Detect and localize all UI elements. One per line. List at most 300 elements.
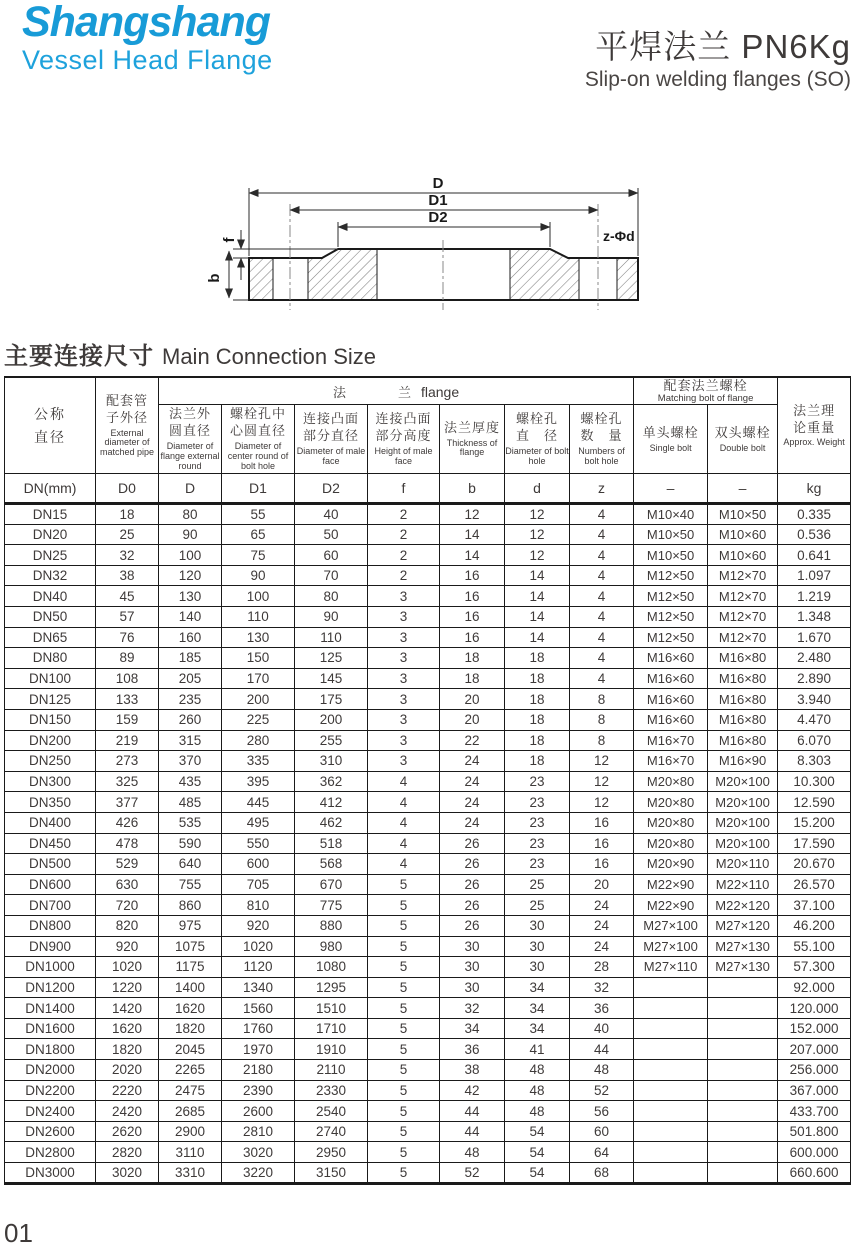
table-cell: 975 [159,915,222,936]
table-cell: 26 [440,833,505,854]
table-cell: M12×70 [708,607,778,628]
table-cell: 8 [570,730,634,751]
table-cell: 1420 [96,998,159,1019]
table-cell: 16 [570,833,634,854]
table-cell: 5 [368,1039,440,1060]
table-cell: 1020 [96,957,159,978]
table-cell: 1.219 [778,586,851,607]
table-cell: 4 [570,565,634,586]
table-cell: 89 [96,648,159,669]
table-cell: M12×70 [708,586,778,607]
table-cell: 2620 [96,1121,159,1142]
table-cell: 152.000 [778,1018,851,1039]
page-title-zh: 平焊法兰 PN6Kg [595,28,851,65]
table-cell: 3 [368,586,440,607]
table-cell: 3020 [96,1163,159,1184]
table-cell: M10×50 [634,524,708,545]
table-cell [634,977,708,998]
table-cell: 34 [505,977,570,998]
table-cell: 170 [222,668,295,689]
table-cell: 20 [440,689,505,710]
table-cell: DN3000 [5,1163,96,1184]
table-cell: 3110 [159,1142,222,1163]
table-cell: 2 [368,524,440,545]
table-cell: 529 [96,854,159,875]
table-cell: 5 [368,1121,440,1142]
table-row [5,792,851,813]
table-cell: M16×60 [634,648,708,669]
table-cell: 12 [570,751,634,772]
table-cell: 4 [570,648,634,669]
table-cell: 16 [440,565,505,586]
table-cell: 24 [570,915,634,936]
table-cell [634,1060,708,1081]
table-cell: 23 [505,812,570,833]
table-cell [708,1060,778,1081]
table-cell: M10×50 [634,545,708,566]
table-cell: 23 [505,854,570,875]
table-cell: 30 [505,957,570,978]
col-header-text: 法兰外 [168,406,211,422]
table-cell: 30 [440,977,505,998]
table-cell: 110 [222,607,295,628]
table-cell: 0.536 [778,524,851,545]
table-cell: 120 [159,565,222,586]
table-cell: M10×40 [634,504,708,525]
table-cell: DN80 [5,648,96,669]
group-header-bolt-en: Matching bolt of flange [657,392,754,404]
table-cell: 4 [570,545,634,566]
col-header-pipe-od [96,377,159,474]
logo-tagline-text: Vessel Head Flange [22,45,273,76]
table-cell: M16×80 [708,648,778,669]
table-cell: 18 [96,504,159,525]
table-cell: 45 [96,586,159,607]
col-header-text-en: Single bolt [649,442,692,453]
table-cell: 4 [368,833,440,854]
table-cell: 56 [570,1101,634,1122]
table-cell: 80 [159,504,222,525]
table-cell: 880 [295,915,368,936]
table-cell: 568 [295,854,368,875]
table-cell: 30 [505,915,570,936]
table-group-header-row [5,377,851,405]
dim-label-bolt-holes: z-Φd [603,228,635,244]
table-cell [634,1018,708,1039]
symbol-cell: b [440,474,505,504]
table-cell [634,1142,708,1163]
page-number: 01 [4,1218,33,1248]
table-cell: DN40 [5,586,96,607]
table-cell: 44 [570,1039,634,1060]
table-cell: 495 [222,812,295,833]
table-cell: 1970 [222,1039,295,1060]
table-cell: 219 [96,730,159,751]
table-cell: M12×70 [708,627,778,648]
table-cell: 48 [570,1060,634,1081]
table-cell: M20×100 [708,833,778,854]
table-cell: 478 [96,833,159,854]
table-cell: 42 [440,1080,505,1101]
col-header-text: 心圆直径 [229,423,286,439]
table-cell: 5 [368,998,440,1019]
table-cell: 100 [222,586,295,607]
table-cell: 3.940 [778,689,851,710]
table-cell: 48 [505,1060,570,1081]
table-cell: 5 [368,874,440,895]
table-cell: M27×110 [634,957,708,978]
table-cell: 18 [440,668,505,689]
symbol-cell: D0 [96,474,159,504]
table-cell: M27×100 [634,936,708,957]
table-cell: 1295 [295,977,368,998]
table-cell: 485 [159,792,222,813]
table-cell: 4 [368,854,440,875]
table-cell: 200 [295,709,368,730]
table-cell: M16×60 [634,709,708,730]
table-cell: 120.000 [778,998,851,1019]
table-cell: M16×90 [708,751,778,772]
symbol-cell: d [505,474,570,504]
table-cell: 24 [440,812,505,833]
table-cell: 48 [505,1080,570,1101]
table-cell: DN350 [5,792,96,813]
table-cell: DN2800 [5,1142,96,1163]
table-cell: 3220 [222,1163,295,1184]
table-cell: 377 [96,792,159,813]
table-cell: 1620 [159,998,222,1019]
col-header-text: 螺栓孔 [580,411,623,427]
table-cell: 26 [440,854,505,875]
table-cell: 660.600 [778,1163,851,1184]
table-cell: DN600 [5,874,96,895]
table-cell [708,998,778,1019]
table-cell: DN1800 [5,1039,96,1060]
dim-label-D: D [432,175,444,192]
table-cell: 256.000 [778,1060,851,1081]
table-cell: 5 [368,915,440,936]
table-cell: 14 [505,607,570,628]
section-title-en: Main Connection Size [162,344,377,369]
table-cell: DN450 [5,833,96,854]
table-row [5,1018,851,1039]
table-cell: 3 [368,689,440,710]
group-header-bolt-zh: 配套法兰螺栓 [663,378,748,393]
group-header-flange-zh: 法 兰 [332,384,411,400]
table-cell [634,998,708,1019]
table-cell: 2 [368,504,440,525]
table-cell: DN2400 [5,1101,96,1122]
col-header-text: 连接凸面 [375,411,432,427]
table-cell: 600 [222,854,295,875]
table-cell [634,1101,708,1122]
col-header-dn [5,377,96,474]
col-header-text: 直 径 [515,428,558,444]
table-cell: 4 [570,524,634,545]
table-cell: 2420 [96,1101,159,1122]
table-cell: 2475 [159,1080,222,1101]
table-cell: 18 [440,648,505,669]
table-cell [634,1080,708,1101]
table-cell: 2740 [295,1121,368,1142]
table-cell: 600.000 [778,1142,851,1163]
table-cell: DN900 [5,936,96,957]
table-cell: 23 [505,771,570,792]
table-cell: M16×60 [634,668,708,689]
table-cell: 30 [440,936,505,957]
table-cell: 445 [222,792,295,813]
table-cell: 8 [570,689,634,710]
table-cell: 14 [440,524,505,545]
table-cell: 4 [570,586,634,607]
table-cell: 54 [505,1163,570,1184]
table-cell: DN250 [5,751,96,772]
table-cell: M16×80 [708,709,778,730]
table-cell: 518 [295,833,368,854]
section-title-zh: 主要连接尺寸 [4,343,154,370]
table-cell: M27×130 [708,936,778,957]
table-cell: 75 [222,545,295,566]
table-cell: M22×90 [634,895,708,916]
table-cell: 17.590 [778,833,851,854]
table-cell: M16×70 [634,730,708,751]
table-cell: 28 [570,957,634,978]
table-cell: 18 [505,709,570,730]
table-cell: 4 [570,504,634,525]
table-cell: 92.000 [778,977,851,998]
table-cell: DN125 [5,689,96,710]
symbol-cell: f [368,474,440,504]
table-cell: 26 [440,874,505,895]
table-cell: DN15 [5,504,96,525]
table-cell: 5 [368,1163,440,1184]
table-cell: 362 [295,771,368,792]
table-cell: DN400 [5,812,96,833]
table-cell: 24 [440,771,505,792]
dim-label-b: b [206,273,223,283]
table-cell: 2045 [159,1039,222,1060]
table-cell: 3 [368,607,440,628]
table-cell: 3 [368,751,440,772]
table-cell: 5 [368,1101,440,1122]
table-row [5,1080,851,1101]
dim-label-f: f [221,237,238,243]
table-cell: 2600 [222,1101,295,1122]
table-cell: 0.335 [778,504,851,525]
table-cell: 670 [295,874,368,895]
table-cell [708,1039,778,1060]
table-cell: 260 [159,709,222,730]
table-row [5,957,851,978]
table-cell: 110 [295,627,368,648]
table-row [5,998,851,1019]
table-cell: 433.700 [778,1101,851,1122]
table-cell: M12×50 [634,586,708,607]
table-row [5,751,851,772]
table-row [5,1060,851,1081]
table-cell: 395 [222,771,295,792]
table-cell: 145 [295,668,368,689]
table-cell: 820 [96,915,159,936]
table-row [5,915,851,936]
table-cell: 185 [159,648,222,669]
table-row [5,1101,851,1122]
table-cell: 5 [368,895,440,916]
table-cell: M22×90 [634,874,708,895]
table-cell: M22×120 [708,895,778,916]
table-cell: 325 [96,771,159,792]
table-cell: 55 [222,504,295,525]
table-cell: 55.100 [778,936,851,957]
table-cell: M27×130 [708,957,778,978]
table-cell: 36 [440,1039,505,1060]
table-cell: 462 [295,812,368,833]
table-cell: 2265 [159,1060,222,1081]
table-cell: 426 [96,812,159,833]
symbol-cell: D2 [295,474,368,504]
table-cell: M16×80 [708,668,778,689]
table-cell: DN2200 [5,1080,96,1101]
table-cell: DN200 [5,730,96,751]
table-cell: 65 [222,524,295,545]
table-cell [708,1018,778,1039]
table-cell [708,977,778,998]
table-cell: M16×80 [708,689,778,710]
table-cell: 16 [440,586,505,607]
table-cell: 12.590 [778,792,851,813]
table-cell: M27×100 [634,915,708,936]
table-row [5,833,851,854]
table-cell: 2540 [295,1101,368,1122]
table-cell: 630 [96,874,159,895]
table-cell: 920 [96,936,159,957]
table-cell: 60 [295,545,368,566]
page-title [585,27,851,93]
table-cell: 5 [368,1080,440,1101]
table-cell: 26 [440,895,505,916]
table-cell: 133 [96,689,159,710]
table-cell: M20×110 [708,854,778,875]
table-cell: 40 [295,504,368,525]
table-cell: 24 [570,895,634,916]
table-row [5,607,851,628]
table-cell: M16×70 [634,751,708,772]
col-header-text: 直径 [34,428,66,445]
table-cell: M10×50 [708,504,778,525]
table-cell: DN2000 [5,1060,96,1081]
table-cell: M16×80 [708,730,778,751]
table-cell: 10.300 [778,771,851,792]
table-row [5,709,851,730]
col-header-male-face-height [368,405,440,474]
col-header-text: 部分高度 [375,428,432,444]
table-row [5,1121,851,1142]
col-header-text: 法兰理 [793,402,836,418]
table-cell: 5 [368,1060,440,1081]
table-cell: M10×60 [708,524,778,545]
table-cell: M20×90 [634,854,708,875]
table-row [5,895,851,916]
table-cell: 775 [295,895,368,916]
symbol-cell: z [570,474,634,504]
table-cell: 550 [222,833,295,854]
table-cell: 235 [159,689,222,710]
col-header-bolt-circle [222,405,295,474]
table-cell: 18 [505,689,570,710]
table-cell: 1400 [159,977,222,998]
table-cell: 2950 [295,1142,368,1163]
table-cell: DN1200 [5,977,96,998]
table-row [5,771,851,792]
table-cell: 860 [159,895,222,916]
col-header-text: 子外径 [105,409,148,425]
table-cell: 40 [570,1018,634,1039]
table-cell: 57 [96,607,159,628]
table-cell: 32 [570,977,634,998]
table-cell: M10×60 [708,545,778,566]
flange-cross-section-diagram [185,168,685,320]
table-cell: DN1400 [5,998,96,1019]
table-cell: DN500 [5,854,96,875]
col-header-flange-od [159,405,222,474]
page-title-en: Slip-on welding flanges (SO) [584,67,851,91]
table-cell: 22 [440,730,505,751]
table-cell: M27×120 [708,915,778,936]
table-cell: 1820 [159,1018,222,1039]
table-cell: M12×70 [708,565,778,586]
table-cell: 3020 [222,1142,295,1163]
table-cell [708,1121,778,1142]
table-cell: 12 [505,545,570,566]
table-cell: 90 [159,524,222,545]
table-cell: 36 [570,998,634,1019]
table-cell: 435 [159,771,222,792]
logo-brand-text: Shangshang [22,0,271,46]
table-cell: 44 [440,1121,505,1142]
table-cell: 205 [159,668,222,689]
table-cell: 2900 [159,1121,222,1142]
table-cell: 3150 [295,1163,368,1184]
table-cell: 1560 [222,998,295,1019]
table-cell: 150 [222,648,295,669]
table-row [5,854,851,875]
table-cell: 24 [440,792,505,813]
table-cell: 1620 [96,1018,159,1039]
table-cell: 76 [96,627,159,648]
table-cell: M12×50 [634,607,708,628]
table-cell: 16 [570,854,634,875]
table-cell: 335 [222,751,295,772]
table-row [5,977,851,998]
table-cell [708,1080,778,1101]
table-cell: 280 [222,730,295,751]
col-header-text: 数 量 [580,428,623,444]
table-cell: 60 [570,1121,634,1142]
table-cell: 14 [505,565,570,586]
table-cell: M20×100 [708,771,778,792]
table-cell: 38 [440,1060,505,1081]
table-cell: 18 [505,751,570,772]
col-header-text-en: Double bolt [719,442,766,453]
table-cell: 5 [368,936,440,957]
table-cell: DN20 [5,524,96,545]
table-cell: 590 [159,833,222,854]
table-cell: 1.097 [778,565,851,586]
table-cell: 160 [159,627,222,648]
table-cell [634,1121,708,1142]
table-cell: 12 [440,504,505,525]
table-cell: M12×50 [634,565,708,586]
